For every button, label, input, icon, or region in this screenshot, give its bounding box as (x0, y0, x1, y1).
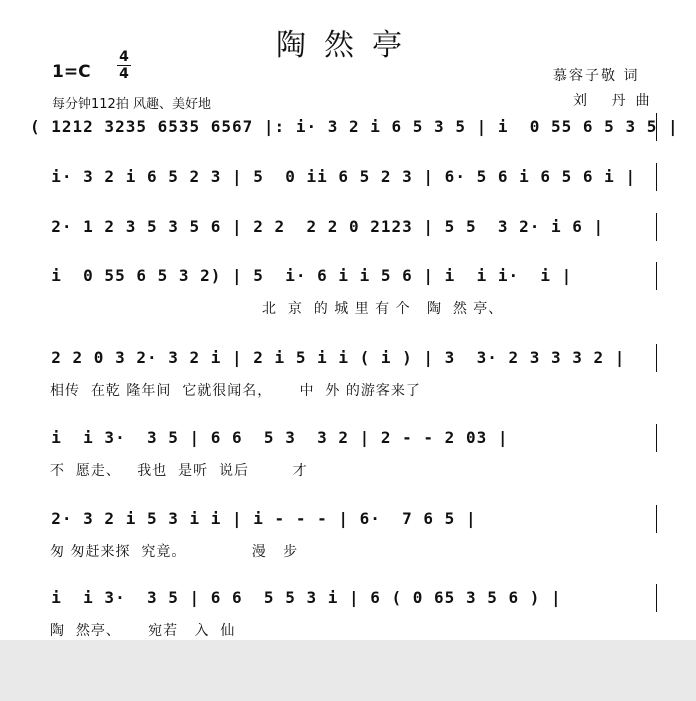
composer-credit: 刘 丹曲 (573, 93, 660, 109)
barline (656, 584, 657, 612)
notation-row-1: ( 1212 3235 6535 6567 |: i· 3 2 i 6 5 3 5 | i 0 55 6 5 3 5 | (30, 117, 679, 136)
time-signature-top: 4 (119, 49, 129, 65)
barline (656, 344, 657, 372)
barline (656, 113, 657, 141)
lyric-row-5: 相传 在乾 隆年间 它就很闻名， 中 外 的游客来了 (50, 383, 421, 399)
notation-row-8: i i 3· 3 5 | 6 6 5 5 3 i | 6 ( 0 65 3 5 6 ) | (30, 588, 562, 607)
barline (656, 262, 657, 290)
lyric-row-8: 陶 然亭、 宛若 入 仙 (50, 623, 236, 639)
barline (656, 213, 657, 241)
notation-row-6: i i 3· 3 5 | 6 6 5 3 3 2 | 2 - - 2 03 | (30, 428, 509, 447)
time-signature (117, 50, 131, 81)
key-signature: 1=C (52, 62, 91, 82)
barline (656, 163, 657, 191)
lyric-row-7: 匆 匆赶来探 究竟。 漫 步 (50, 544, 299, 560)
notation-row-4: i 0 55 6 5 3 2) | 5 i· 6 i i 5 6 | i i i· i | (30, 266, 573, 285)
lyric-row-6: 不 愿走、 我也 是听 说后 才 (50, 463, 308, 479)
song-title: 陶然亭 (276, 28, 420, 63)
notation-row-3: 2· 1 2 3 5 3 5 6 | 2 2 2 2 0 2123 | 5 5 3 2· i 6 | (30, 217, 605, 236)
tempo-marking: 每分钟112拍 风趣、美好地 (52, 97, 211, 112)
barline (656, 505, 657, 533)
bottom-blank-area (0, 640, 696, 701)
lyricist-credit: 慕容子敬 词 (553, 68, 640, 84)
notation-row-2: i· 3 2 i 6 5 2 3 | 5 0 ii 6 5 2 3 | 6· 5 6 i 6 5 6 i | (30, 167, 637, 186)
barline (656, 424, 657, 452)
notation-row-5: 2 2 0 3 2· 3 2 i | 2 i 5 i i ( i ) | 3 3· 2 3 3 3 2 | (30, 348, 626, 367)
notation-row-7: 2· 3 2 i 5 3 i i | i - - - | 6· 7 6 5 | (30, 509, 477, 528)
lyric-row-4: 北 京 的 城 里 有 个 陶 然 亭、 (262, 301, 504, 317)
time-signature-bottom: 4 (119, 66, 129, 82)
